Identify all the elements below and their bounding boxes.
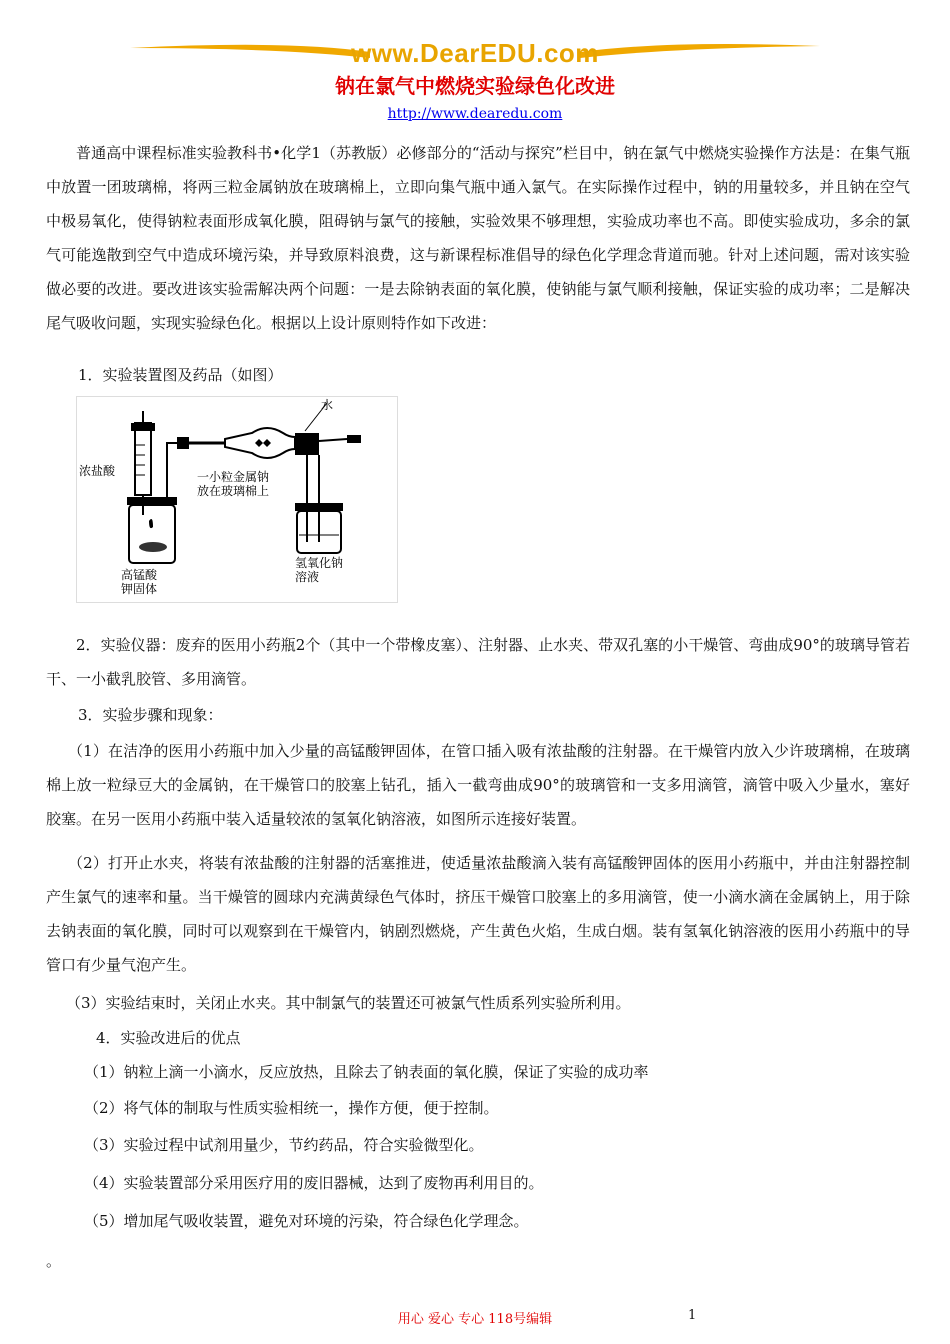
- end-mark: 。: [46, 1252, 62, 1270]
- syringe-barrel: [135, 423, 151, 495]
- label-naoh-line2: 溶液: [295, 570, 320, 584]
- page-footer-text: 用心 爱心 专心 118号编辑: [397, 1312, 553, 1327]
- advantage-item-1: （1）钠粒上滴一小滴水，反应放热，且除去了钠表面的氧化膜，保证了实验的成功率: [84, 1063, 649, 1081]
- bottle-stopper: [127, 497, 177, 505]
- double-hole-stopper: [295, 433, 319, 455]
- step-3-paragraph: （3）实验结束时，关闭止水夹。其中制氯气的装置还可被氯气性质系列实验所利用。: [66, 994, 631, 1012]
- kmno4-bottle: [129, 505, 175, 563]
- label-naoh-line1: 氢氧化钠: [295, 556, 344, 570]
- step-1-paragraph: （1）在洁净的医用小药瓶中加入少量的高锰酸钾固体，在管口插入吸有浓盐酸的注射器。在干燥管内放入少许玻璃棉，在玻璃棉上放一粒绿豆大的金属钠，在干燥管口的胶塞上钻孔，插入一截弯曲成90°的玻璃管和一支多用滴管，滴管中吸入少量水，塞好胶塞。在另一医用小药瓶中装入适量较浓的氢氧化钠溶液，如图所示连接好装置。: [46, 742, 910, 828]
- site-brand-logo[interactable]: www.DearEDU.com: [351, 38, 599, 68]
- section-2-paragraph: 2．实验仪器：废弃的医用小药瓶2个（其中一个带橡皮塞）、注射器、止水夹、带双孔塞的小干燥管、弯曲成90°的玻璃导管若干、一小截乳胶管、多用滴管。: [46, 636, 910, 688]
- advantage-item-3: （3）实验过程中试剂用量少，节约药品，符合实验微型化。: [84, 1136, 484, 1154]
- step-2-paragraph: （2）打开止水夹，将装有浓盐酸的注射器的活塞推进，使适量浓盐酸滴入装有高锰酸钾固体的医用小药瓶中，并由注射器控制产生氯气的速率和量。当干燥管的圆球内充满黄绿色气体时，挤压干燥管口胶塞上的多用滴管，使一小滴水滴在金属钠上，用于除去钠表面的氧化膜，同时可以观察到在干燥管内，钠剧烈燃烧，产生黄色火焰，生成白烟。装有氢氧化钠溶液的医用小药瓶中的导管口有少量气泡产生。: [46, 854, 910, 974]
- site-url-link[interactable]: http://www.dearedu.com: [387, 106, 563, 122]
- advantage-item-5: （5）增加尾气吸收装置，避免对环境的污染，符合绿色化学理念。: [84, 1212, 529, 1230]
- label-na-line1: 一小粒金属钠: [197, 470, 270, 484]
- section-4-heading: 4．实验改进后的优点: [96, 1029, 241, 1047]
- label-water: 水: [321, 398, 334, 412]
- section-3-heading: 3．实验步骤和现象：: [78, 706, 223, 724]
- water-stop-clip: [177, 437, 189, 449]
- advantage-item-4: （4）实验装置部分采用医疗用的废旧器械，达到了废物再利用目的。: [84, 1174, 544, 1192]
- page-title: 钠在氯气中燃烧实验绿色化改进: [335, 74, 615, 98]
- apparatus-figure: [76, 396, 398, 603]
- intro-paragraph: 普通高中课程标准实验教科书•化学1（苏教版）必修部分的“活动与探究”栏目中，钠在氯气中燃烧实验操作方法是：在集气瓶中放置一团玻璃棉，将两三粒金属钠放在玻璃棉上，立即向集气瓶中通入氯气。在实际操作过程中，钠的用量较多，并且钠在空气中极易氧化，使得钠粒表面形成氧化膜，阻碍钠与氯气的接触，实验效果不够理想，实验成功率也不高。即使实验成功，多余的氯气可能逸散到空气中造成环境污染，并导致原料浪费，这与新课程标准倡导的绿色化学理念背道而驰。针对上述问题，需对该实验做必要的改进。要改进该实验需解决两个问题：一是去除钠表面的氧化膜，使钠能与氯气顺利接触，保证实验的成功率；二是解决尾气吸收问题，实现实验绿色化。根据以上设计原则特作如下改进：: [46, 144, 910, 332]
- dropper: [319, 439, 347, 441]
- page-number: 1: [688, 1308, 697, 1323]
- label-na-line2: 放在玻璃棉上: [197, 484, 270, 498]
- section-1-heading: 1．实验装置图及药品（如图）: [78, 366, 283, 384]
- label-kmno4-line2: 钾固体: [121, 582, 158, 596]
- label-kmno4-line1: 高锰酸: [121, 568, 158, 582]
- syringe-plunger-top: [131, 423, 155, 431]
- advantage-item-2: （2）将气体的制取与性质实验相统一，操作方便，便于控制。: [84, 1099, 499, 1117]
- label-hcl: 浓盐酸: [79, 464, 116, 478]
